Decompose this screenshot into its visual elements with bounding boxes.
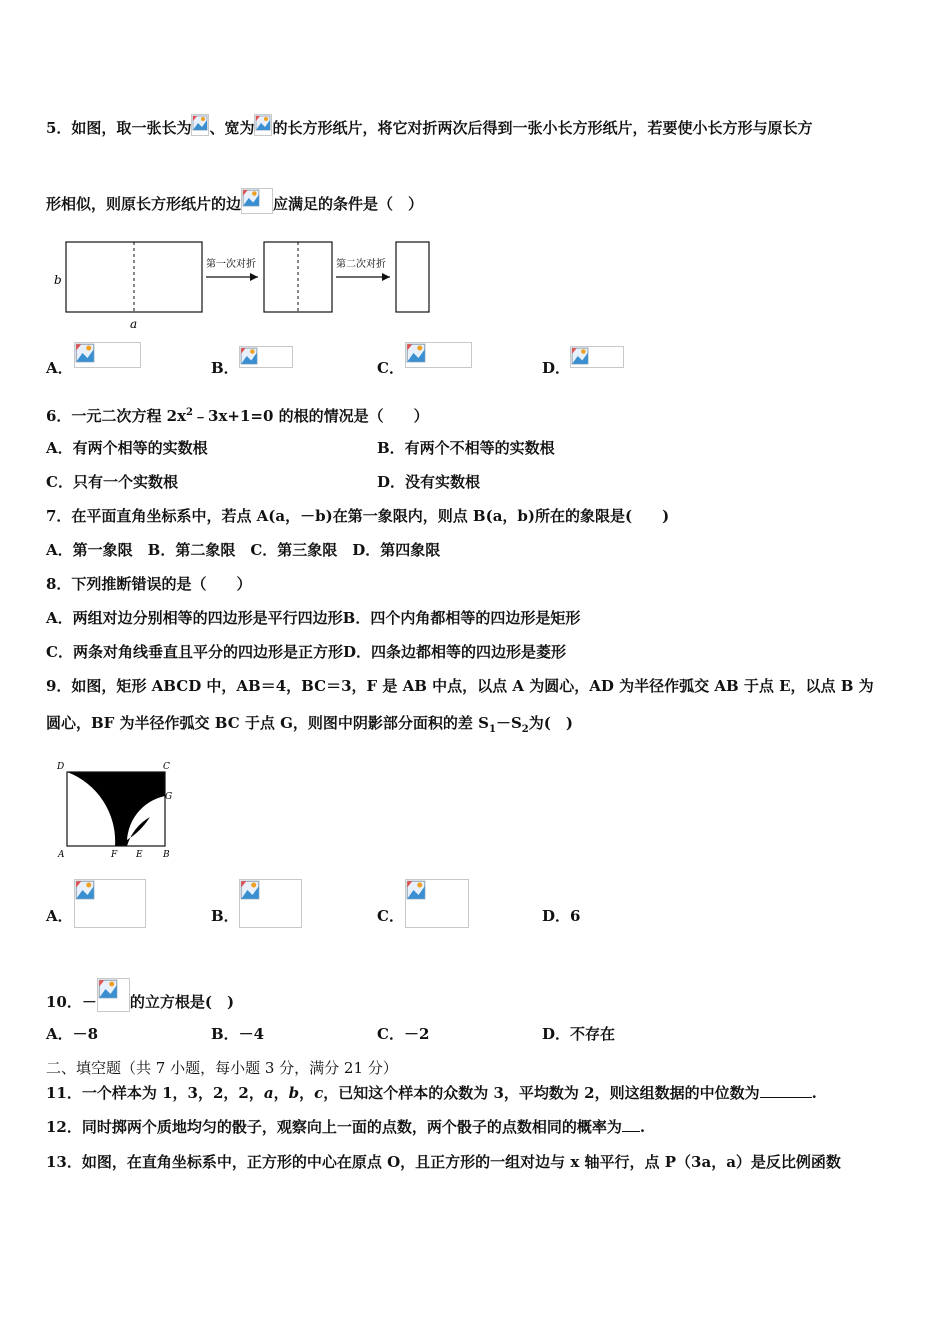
q12-stem: [46, 1117, 645, 1137]
half-rectangle: [264, 242, 332, 312]
q9-option-b[interactable]: B．: [211, 907, 239, 925]
q6-stem-text-a: 6．一元二次方程 2x: [46, 407, 187, 425]
q6-superscript: 2: [186, 407, 194, 418]
q12-answer-blank[interactable]: [622, 1117, 640, 1132]
q5-option-d[interactable]: D．: [542, 359, 571, 377]
q11-text-a: 11．一个样本为 1，3，2，2，: [46, 1084, 264, 1102]
label-a: a: [130, 317, 138, 331]
q6-option-a[interactable]: A．有两个相等的实数根: [46, 439, 208, 457]
broken-image-icon: [74, 879, 146, 928]
q12-text: 12．同时掷两个质地均匀的骰子，观察向上一面的点数，两个骰子的点数相同的概率为: [46, 1118, 622, 1136]
broken-image-icon: [97, 978, 130, 1012]
q10-stem: [46, 978, 234, 1012]
broken-image-icon: [570, 346, 624, 368]
original-rectangle: [66, 242, 202, 312]
label-b: b: [54, 273, 62, 287]
q10-option-d[interactable]: D．不存在: [542, 1025, 616, 1043]
q5-option-c[interactable]: C．: [377, 359, 404, 377]
q10-option-a[interactable]: A．－8: [46, 1025, 99, 1043]
broken-image-icon: [254, 114, 272, 136]
q5-text-5: 应满足的条件是（ ）: [273, 195, 424, 213]
q7-stem: 7．在平面直角坐标系中，若点 A(a，－b)在第一象限内，则点 B(a，b)所在的象限是( ): [46, 507, 670, 525]
q12-end: .: [639, 1118, 646, 1136]
q13-stem: 13．如图，在直角坐标系中，正方形的中心在原点 O，且正方形的一组对边与 x 轴平行，点 P（3a，a）是反比例函数: [46, 1153, 841, 1171]
q5-option-b[interactable]: B．: [211, 359, 239, 377]
q9-line2-text: 圆心，BF 为半径作弧交 BC 于点 G，则图中阴影部分面积的差 S: [46, 714, 489, 732]
q10-option-b[interactable]: B．－4: [211, 1025, 265, 1043]
q11-comma: ，: [299, 1084, 315, 1102]
q11-text-b: ，已知这个样本的众数为 3，平均数为 2，则这组数据的中位数为: [323, 1084, 760, 1102]
q5-text-2: 、宽为: [209, 119, 255, 137]
q11-var-b: b: [288, 1084, 300, 1102]
label-c: C: [163, 762, 170, 772]
broken-image-icon: [241, 188, 273, 214]
label-e: E: [136, 850, 143, 860]
q11-answer-blank[interactable]: [760, 1083, 812, 1098]
q9-line2: [46, 713, 573, 740]
q6-stem: [46, 403, 429, 426]
q11-comma: ，: [273, 1084, 289, 1102]
q5-line2: [46, 188, 423, 214]
broken-image-icon: [239, 346, 293, 368]
shaded-region-s1: [67, 772, 165, 846]
label-b: B: [163, 850, 170, 860]
q5-folding-figure: [50, 236, 440, 332]
q8-stem: 8．下列推断错误的是（ ）: [46, 575, 252, 593]
q10-option-c[interactable]: C．－2: [377, 1025, 430, 1043]
quarter-rectangle: [396, 242, 429, 312]
label-d: D: [57, 762, 65, 772]
q5-text-1: 5．如图，取一张长为: [46, 119, 192, 137]
q5-text-4: 形相似，则原长方形纸片的边: [46, 195, 242, 213]
q9-option-c[interactable]: C．: [377, 907, 404, 925]
q8-options-ab[interactable]: A．两组对边分别相等的四边形是平行四边形B．四个内角都相等的四边形是矩形: [46, 609, 581, 627]
label-f: F: [111, 850, 118, 860]
q8-options-cd[interactable]: C．两条对角线垂直且平分的四边形是正方形D．四条边都相等的四边形是菱形: [46, 643, 566, 661]
q9-option-a[interactable]: A．: [46, 907, 73, 925]
arrow-1-label: 第一次对折: [206, 259, 256, 270]
q11-stem: [46, 1083, 817, 1103]
q10-stem-text-b: 的立方根是( ): [129, 993, 235, 1011]
q9-rectangle-figure: [50, 756, 185, 862]
q9-sub1: 1: [488, 724, 496, 735]
q9-line1: 9．如图，矩形 ABCD 中，AB＝4，BC＝3，F 是 AB 中点，以点 A 为圆心，AD 为半径作弧交 AB 于点 E，以点 B 为: [46, 677, 874, 695]
q7-options[interactable]: A．第一象限 B．第二象限 C．第三象限 D．第四象限: [46, 541, 441, 559]
q9-sub2: 2: [521, 724, 529, 735]
q6-option-d[interactable]: D．没有实数根: [377, 473, 481, 491]
label-g: G: [165, 792, 173, 802]
q9-option-d[interactable]: D．6: [542, 907, 581, 925]
q5-line1: [46, 114, 812, 138]
arrow-2-label: 第二次对折: [336, 259, 386, 270]
broken-image-icon: [74, 342, 141, 368]
q11-end: .: [811, 1084, 817, 1102]
broken-image-icon: [191, 114, 209, 136]
q6-option-b[interactable]: B．有两个不相等的实数根: [377, 439, 555, 457]
q9-line2-end: 为( ): [528, 714, 573, 732]
q10-stem-text-a: 10．－: [46, 993, 97, 1011]
q5-option-a[interactable]: A．: [46, 359, 73, 377]
q11-var-a: a: [263, 1084, 274, 1102]
q6-option-c[interactable]: C．只有一个实数根: [46, 473, 178, 491]
q11-var-c: c: [314, 1084, 324, 1102]
q6-stem-text-b: ﹣3x+1=0 的根的情况是（ ）: [193, 407, 429, 425]
q5-text-3: 的长方形纸片，将它对折两次后得到一张小长方形纸片，若要使小长方形与原长方: [272, 119, 813, 137]
section-2-heading: 二、填空题（共 7 小题，每小题 3 分，满分 21 分）: [46, 1059, 398, 1077]
label-a: A: [58, 850, 65, 860]
q9-minus-s: －S: [495, 714, 522, 732]
broken-image-icon: [405, 879, 469, 928]
broken-image-icon: [405, 342, 472, 368]
broken-image-icon: [239, 879, 302, 928]
